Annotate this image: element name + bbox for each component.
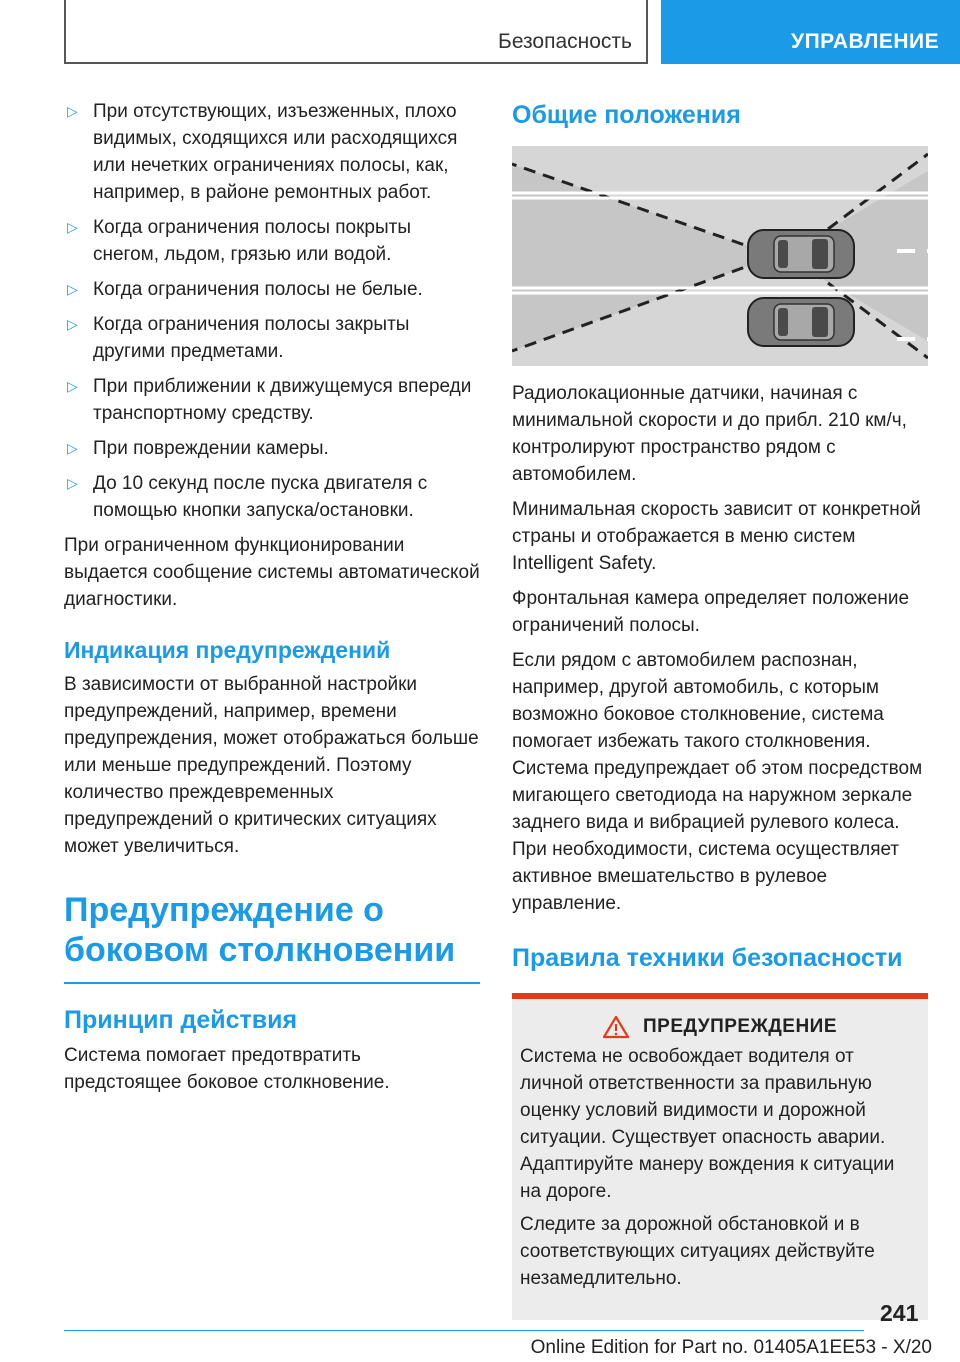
header-section-title: Безопасность <box>498 30 632 53</box>
triangle-bullet-icon: ▷ <box>67 281 78 297</box>
triangle-bullet-icon: ▷ <box>67 378 78 394</box>
safety-heading: Правила техники безопасности <box>512 944 903 972</box>
list-item: ▷ До 10 секунд после пуска двигателя с помощью кнопки запуска/остановки. <box>64 470 480 524</box>
list-item: ▷ Когда ограничения полосы закрыты другими предметами. <box>64 311 480 365</box>
footer-edition: Online Edition for Part no. 01405A1EE53 - X/20 <box>530 1337 932 1358</box>
warning-title-row <box>520 1015 920 1039</box>
left-column <box>64 98 480 1104</box>
triangle-bullet-icon: ▷ <box>67 440 78 456</box>
list-item: ▷ При отсутствующих, изъезженных, плохо видимых, сходящихся или расходящихся или нечетких ограничениях полосы, как, например, в районе ремонтных работ. <box>64 98 480 206</box>
min-speed-text: Минимальная скорость зависит от конкретной страны и отображается в меню систем Intelligent Safety. <box>512 499 921 574</box>
radar-text: Радиолокационные датчики, начиная с минимальной скорости и до прибл. 210 км/ч, контролируют пространство рядом с автомобилем. <box>512 383 907 485</box>
warning-text: Система не освобождает водителя от личной ответственности за правильную оценку условий видимости и дорожной ситуации. Существует опасность аварии. Адаптируйте манеру вождения к ситуации на дороге. <box>520 1046 895 1202</box>
header-chapter-tab <box>661 0 960 64</box>
triangle-bullet-icon: ▷ <box>67 103 78 119</box>
limited-function-text: При ограниченном функционировании выдается сообщение системы автоматической диагностики. <box>64 535 480 610</box>
limitations-list <box>64 98 480 524</box>
warning-text: Следите за дорожной обстановкой и в соответствующих ситуациях действуйте незамедлительно. <box>520 1214 875 1289</box>
warning-title: ПРЕДУПРЕЖДЕНИЕ <box>642 1016 838 1037</box>
warning-display-text: В зависимости от выбранной настройки предупреждений, например, времени предупреждения, может отображаться больше или меньше предупреждений. Поэтому количество преждевременных предупреждений о критических ситуациях может увеличиться. <box>64 674 479 857</box>
general-heading: Общие положения <box>512 101 741 129</box>
list-item: ▷ Когда ограничения полосы не белые. <box>64 276 480 303</box>
principle-heading: Принцип действия <box>64 1006 298 1034</box>
right-column <box>512 98 928 1320</box>
header-section-tab <box>64 0 648 64</box>
ego-car <box>748 230 854 278</box>
function-text: Если рядом с автомобилем распознан, например, другой автомобиль, с которым возможно боковое столкновение, система помогает избежать такого столкновения. Система предупреждает об этом посредством мигающего светодиода на наружном зеркале заднего вида и вибрацией рулевого колеса. При необходимости, система осуществляет активное вмешательство в рулевое управление. <box>512 650 923 914</box>
triangle-bullet-icon: ▷ <box>67 316 78 332</box>
list-item: ▷ При приближении к движущемуся впереди транспортному средству. <box>64 373 480 427</box>
principle-text: Система помогает предотвратить предстоящее боковое столкновение. <box>64 1045 390 1093</box>
footer-divider <box>64 1330 864 1331</box>
list-item: ▷ При повреждении камеры. <box>64 435 480 462</box>
section-heading: Предупреждение о боковом столкновении <box>64 890 480 984</box>
header-chapter-title: УПРАВЛЕНИЕ <box>791 30 940 53</box>
warning-display-heading: Индикация предупреждений <box>64 637 391 663</box>
side-collision-illustration <box>512 146 928 366</box>
warning-box <box>512 993 928 1320</box>
triangle-bullet-icon: ▷ <box>67 475 78 491</box>
list-item: ▷ Когда ограничения полосы покрыты снегом, льдом, грязью или водой. <box>64 214 480 268</box>
warning-triangle-icon <box>603 1015 629 1039</box>
page-number: 241 <box>880 1300 919 1326</box>
camera-text: Фронтальная камера определяет положение ограничений полосы. <box>512 588 910 636</box>
triangle-bullet-icon: ▷ <box>67 219 78 235</box>
other-car <box>748 298 854 346</box>
